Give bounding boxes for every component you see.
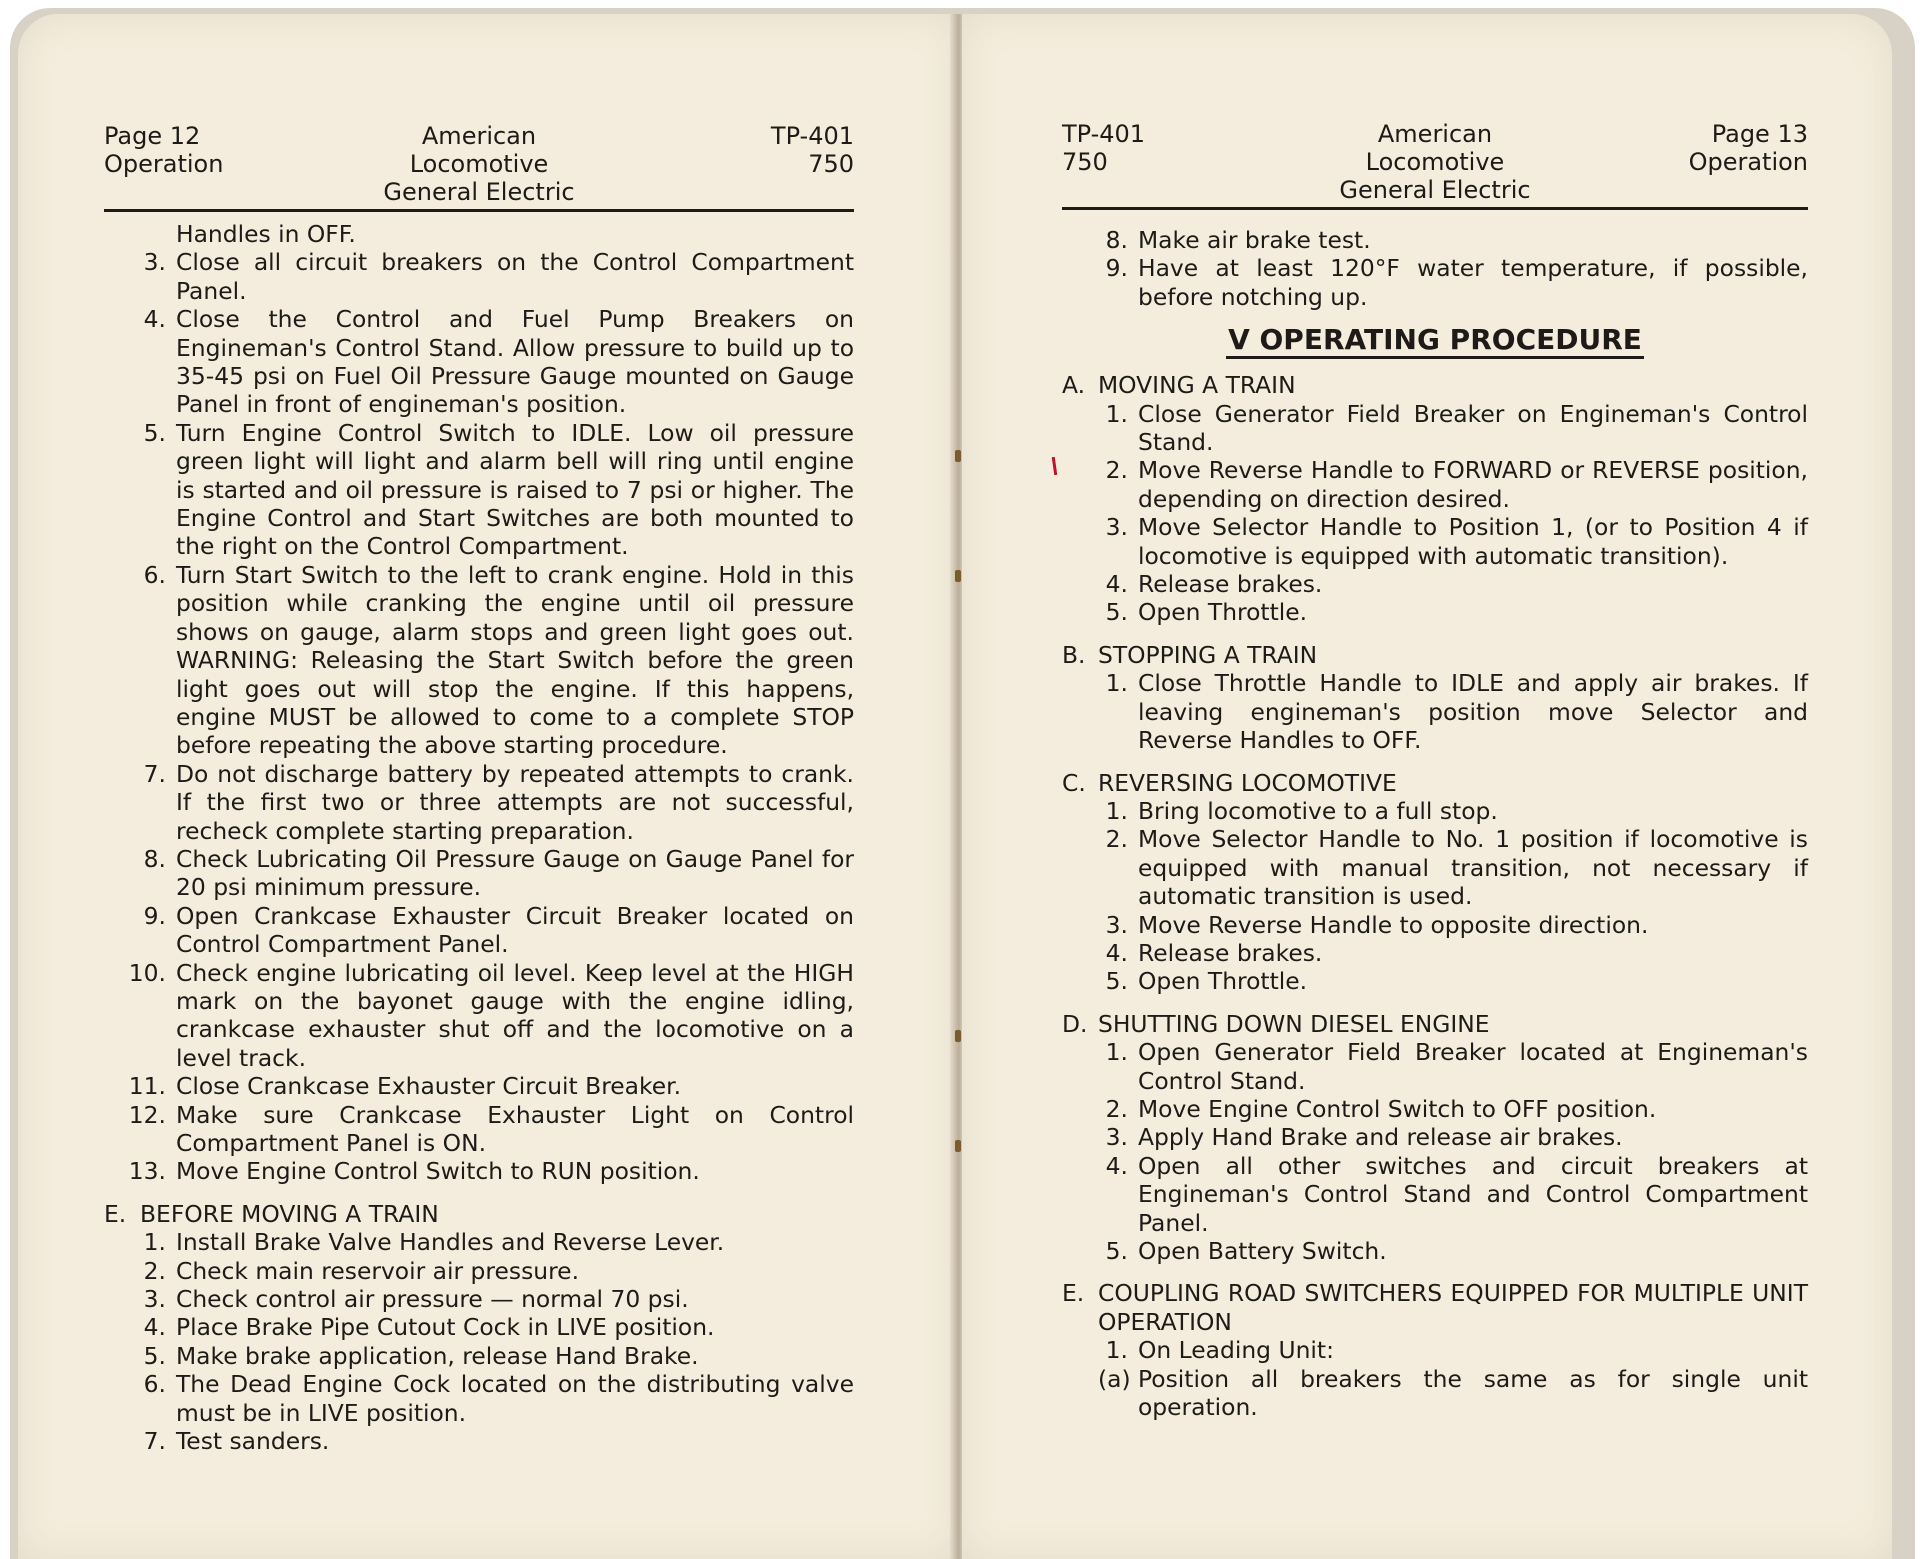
step-number: 6. <box>143 560 166 589</box>
step-number: 2. <box>1105 825 1128 854</box>
step-number: 2. <box>143 1256 166 1285</box>
header-left-block <box>104 122 354 206</box>
step-text: On Leading Unit: <box>1138 1336 1334 1365</box>
step-number: 2. <box>1105 456 1128 485</box>
list-item <box>104 902 854 959</box>
list-item <box>1062 967 1808 995</box>
section-title: SHUTTING DOWN DIESEL ENGINE <box>1098 1009 1490 1038</box>
left-page-body <box>104 220 854 1455</box>
step-number: 7. <box>143 1427 166 1456</box>
step-number: (a) <box>1098 1364 1131 1393</box>
step-number: 4. <box>1105 1151 1128 1180</box>
procedure-section <box>1062 641 1808 755</box>
list-item <box>104 419 854 561</box>
step-text: Make brake application, release Hand Brake. <box>176 1341 699 1370</box>
step-text: Close all circuit breakers on the Control Compartment Panel. <box>176 248 854 305</box>
right-page <box>962 14 1892 1559</box>
list-item <box>104 1342 854 1370</box>
section-title: REVERSING LOCOMOTIVE <box>1098 768 1397 797</box>
list-item <box>1062 1336 1808 1364</box>
step-text: Bring locomotive to a full stop. <box>1138 796 1498 825</box>
step-number: 1. <box>1105 1038 1128 1067</box>
doc-code: TP-401 <box>1062 120 1146 148</box>
list-item <box>1062 226 1808 254</box>
list-item <box>1062 825 1808 910</box>
list-item <box>104 305 854 419</box>
page-number: Page 12 <box>104 122 201 150</box>
step-text: Close the Control and Fuel Pump Breakers on Engineman's Control Stand. Allow pressure to build up to 35-45 psi on Fuel Oil Pressure Gauge mounted on Gauge Panel in front of engineman's position. <box>176 305 854 419</box>
continuation-text: Handles in OFF. <box>176 220 356 248</box>
step-text: Open Crankcase Exhauster Circuit Breaker located on Control Compartment Panel. <box>176 901 854 959</box>
list-item <box>104 1427 854 1455</box>
binding-stitch <box>955 1140 961 1152</box>
step-number: 12. <box>128 1100 166 1129</box>
list-item <box>104 1285 854 1313</box>
step-list <box>104 1228 854 1455</box>
section-before-moving <box>104 1200 854 1456</box>
header-center-block <box>354 122 604 206</box>
list-item <box>1062 939 1808 967</box>
list-item <box>1062 254 1808 311</box>
step-number: 1. <box>1105 796 1128 825</box>
step-text: Open Generator Field Breaker located at Engineman's Control Stand. <box>1138 1038 1808 1095</box>
step-list <box>1062 1038 1808 1265</box>
company-name-1: American Locomotive <box>1365 120 1505 176</box>
step-text: Position all breakers the same as for single unit operation. <box>1138 1364 1808 1422</box>
step-text: Check engine lubricating oil level. Keep level at the HIGH mark on the bayonet gauge with the engine idling, crankcase exhauster shut off and the locomotive on a level track. <box>176 958 854 1072</box>
procedure-section <box>1062 1279 1808 1421</box>
list-item <box>104 248 854 305</box>
list-item <box>1062 1237 1808 1265</box>
list-item <box>1062 400 1808 457</box>
step-list <box>104 248 854 1185</box>
binding-stitch <box>955 450 961 462</box>
step-number: 9. <box>143 901 166 930</box>
step-number: 1. <box>143 1228 166 1257</box>
step-text: Close Generator Field Breaker on Engineman's Control Stand. <box>1138 399 1808 457</box>
list-item <box>104 1101 854 1158</box>
list-item <box>1062 911 1808 939</box>
company-name-2: General Electric <box>1339 176 1531 204</box>
list-item <box>104 1257 854 1285</box>
list-item <box>1062 513 1808 570</box>
step-number: 8. <box>1105 226 1128 254</box>
step-text: The Dead Engine Cock located on the distributing valve must be in LIVE position. <box>176 1370 854 1427</box>
section-title: COUPLING ROAD SWITCHERS EQUIPPED FOR MULTIPLE UNIT OPERATION <box>1098 1279 1808 1336</box>
step-text: Make sure Crankcase Exhauster Light on Control Compartment Panel is ON. <box>176 1100 854 1157</box>
list-item <box>1062 1123 1808 1151</box>
company-name-2: General Electric <box>383 178 575 206</box>
list-item <box>1062 1365 1808 1422</box>
step-number: 10. <box>128 958 166 987</box>
section-letter: B. <box>1062 640 1086 669</box>
list-item <box>1062 570 1808 598</box>
step-number: 3. <box>143 248 166 277</box>
step-text: Move Reverse Handle to FORWARD or REVERSE position, depending on direction desired. <box>1138 456 1808 513</box>
header-center-block <box>1311 120 1560 204</box>
step-text: Place Brake Pipe Cutout Cock in LIVE position. <box>176 1313 715 1342</box>
company-name-1: American Locomotive <box>409 122 549 178</box>
step-number: 13. <box>128 1157 166 1186</box>
list-item <box>1062 456 1808 513</box>
list-item <box>1062 1152 1808 1237</box>
step-text: Open all other switches and circuit breakers at Engineman's Control Stand and Control Compartment Panel. <box>1138 1151 1808 1237</box>
step-text: Move Reverse Handle to opposite direction. <box>1138 910 1649 939</box>
section-label: Operation <box>1688 148 1808 176</box>
step-number: 3. <box>143 1285 166 1314</box>
step-number: 4. <box>1105 938 1128 967</box>
step-list <box>1062 797 1808 996</box>
section-title: MOVING A TRAIN <box>1098 371 1296 400</box>
step-number: 4. <box>143 305 166 334</box>
step-text: Check control air pressure — normal 70 psi. <box>176 1285 689 1314</box>
header-right-block <box>604 122 854 206</box>
step-text: Open Throttle. <box>1138 598 1308 627</box>
step-text: Move Selector Handle to Position 1, (or to Position 4 if locomotive is equipped with automatic transition). <box>1138 513 1808 570</box>
step-text: Do not discharge battery by repeated attempts to crank. If the first two or three attempts are not successful, recheck complete starting preparation. <box>176 759 854 845</box>
step-text: Turn Start Switch to the left to crank engine. Hold in this position while cranking the engine until oil pressure shows on gauge, alarm stops and green light goes out. WARNING: Releasing the Start Switch before the green light goes out will stop the engine. If this happens, engine MUST be allowed to come to a complete STOP before repeating the above starting procedure. <box>176 560 854 760</box>
step-text: Test sanders. <box>176 1427 330 1456</box>
list-item <box>104 561 854 760</box>
step-list <box>1062 400 1808 627</box>
doc-code: TP-401 <box>770 122 854 150</box>
procedure-section <box>1062 769 1808 996</box>
step-number: 5. <box>1105 598 1128 627</box>
step-text: Apply Hand Brake and release air brakes. <box>1138 1123 1623 1152</box>
section-letter: A. <box>1062 371 1086 400</box>
step-list <box>1062 669 1808 754</box>
step-text: Close Throttle Handle to IDLE and apply air brakes. If leaving engineman's position move Selector and Reverse Handles to OFF. <box>1138 669 1808 755</box>
page-number: Page 13 <box>1711 120 1808 148</box>
model-number: 750 <box>808 150 854 178</box>
right-page-body <box>1062 226 1808 1421</box>
step-text: Move Engine Control Switch to OFF position. <box>1138 1094 1657 1123</box>
procedure-section <box>1062 1010 1808 1266</box>
model-number: 750 <box>1062 148 1108 176</box>
step-text: Close Crankcase Exhauster Circuit Breaker. <box>176 1072 682 1101</box>
list-item <box>1062 797 1808 825</box>
step-text: Check main reservoir air pressure. <box>176 1256 580 1285</box>
list-item <box>1062 1038 1808 1095</box>
list-item <box>104 1370 854 1427</box>
list-item <box>104 1072 854 1100</box>
chapter-heading: V OPERATING PROCEDURE <box>1062 323 1808 357</box>
left-page <box>18 14 958 1559</box>
list-item <box>104 959 854 1073</box>
step-text: Install Brake Valve Handles and Reverse Lever. <box>176 1228 725 1257</box>
section-letter: E. <box>104 1199 127 1228</box>
list-item <box>1062 1095 1808 1123</box>
step-number: 7. <box>143 759 166 788</box>
section-letter: D. <box>1062 1009 1088 1038</box>
section-letter: C. <box>1062 768 1086 797</box>
step-text: Check Lubricating Oil Pressure Gauge on Gauge Panel for 20 psi minimum pressure. <box>176 844 854 902</box>
section-letter: E. <box>1062 1279 1085 1308</box>
step-text: Release brakes. <box>1138 570 1323 599</box>
list-item <box>1062 598 1808 626</box>
step-number: 9. <box>1105 254 1128 283</box>
step-number: 11. <box>128 1072 166 1101</box>
list-item <box>104 1157 854 1185</box>
step-number: 2. <box>1105 1094 1128 1123</box>
step-number: 4. <box>143 1313 166 1342</box>
binding-stitch <box>955 570 961 582</box>
list-item <box>1062 669 1808 754</box>
step-number: 3. <box>1105 1123 1128 1152</box>
section-title: STOPPING A TRAIN <box>1098 640 1318 669</box>
procedure-sections <box>1062 371 1808 1421</box>
step-number: 3. <box>1105 513 1128 542</box>
header-left-block <box>1062 120 1311 204</box>
right-page-header <box>1062 120 1808 210</box>
step-text: Make air brake test. <box>1138 226 1371 254</box>
step-number: 1. <box>1105 1336 1128 1365</box>
step-text: Move Engine Control Switch to RUN position. <box>176 1157 700 1186</box>
step-text: Move Selector Handle to No. 1 position if locomotive is equipped with manual transition, not necessary if automatic transition is used. <box>1138 825 1808 911</box>
left-page-header <box>104 122 854 212</box>
step-list <box>1062 226 1808 311</box>
list-item <box>104 1313 854 1341</box>
step-text: Release brakes. <box>1138 938 1323 967</box>
step-number: 5. <box>143 1341 166 1370</box>
step-list <box>1062 1336 1808 1421</box>
step-number: 5. <box>143 418 166 447</box>
step-number: 6. <box>143 1370 166 1399</box>
step-text: Turn Engine Control Switch to IDLE. Low oil pressure green light will light and alarm bell will ring until engine is started and oil pressure is raised to 7 psi or higher. The Engine Control and Start Switches are both mounted to the right on the Control Compartment. <box>176 418 854 561</box>
section-label: Operation <box>104 150 224 178</box>
step-number: 1. <box>1105 399 1128 428</box>
step-number: 1. <box>1105 669 1128 698</box>
step-text: Have at least 120°F water temperature, if possible, before notching up. <box>1138 254 1808 311</box>
header-right-block <box>1559 120 1808 204</box>
procedure-section <box>1062 371 1808 627</box>
list-item <box>104 1228 854 1256</box>
list-item <box>104 760 854 845</box>
step-number: 8. <box>143 844 166 873</box>
step-number: 4. <box>1105 570 1128 599</box>
section-title: BEFORE MOVING A TRAIN <box>140 1199 439 1228</box>
binding-stitch <box>955 1030 961 1042</box>
step-text: Open Throttle. <box>1138 967 1308 996</box>
step-number: 3. <box>1105 910 1128 939</box>
step-number: 5. <box>1105 967 1128 996</box>
list-item <box>104 845 854 902</box>
step-text: Open Battery Switch. <box>1138 1237 1387 1265</box>
step-number: 5. <box>1105 1237 1128 1265</box>
